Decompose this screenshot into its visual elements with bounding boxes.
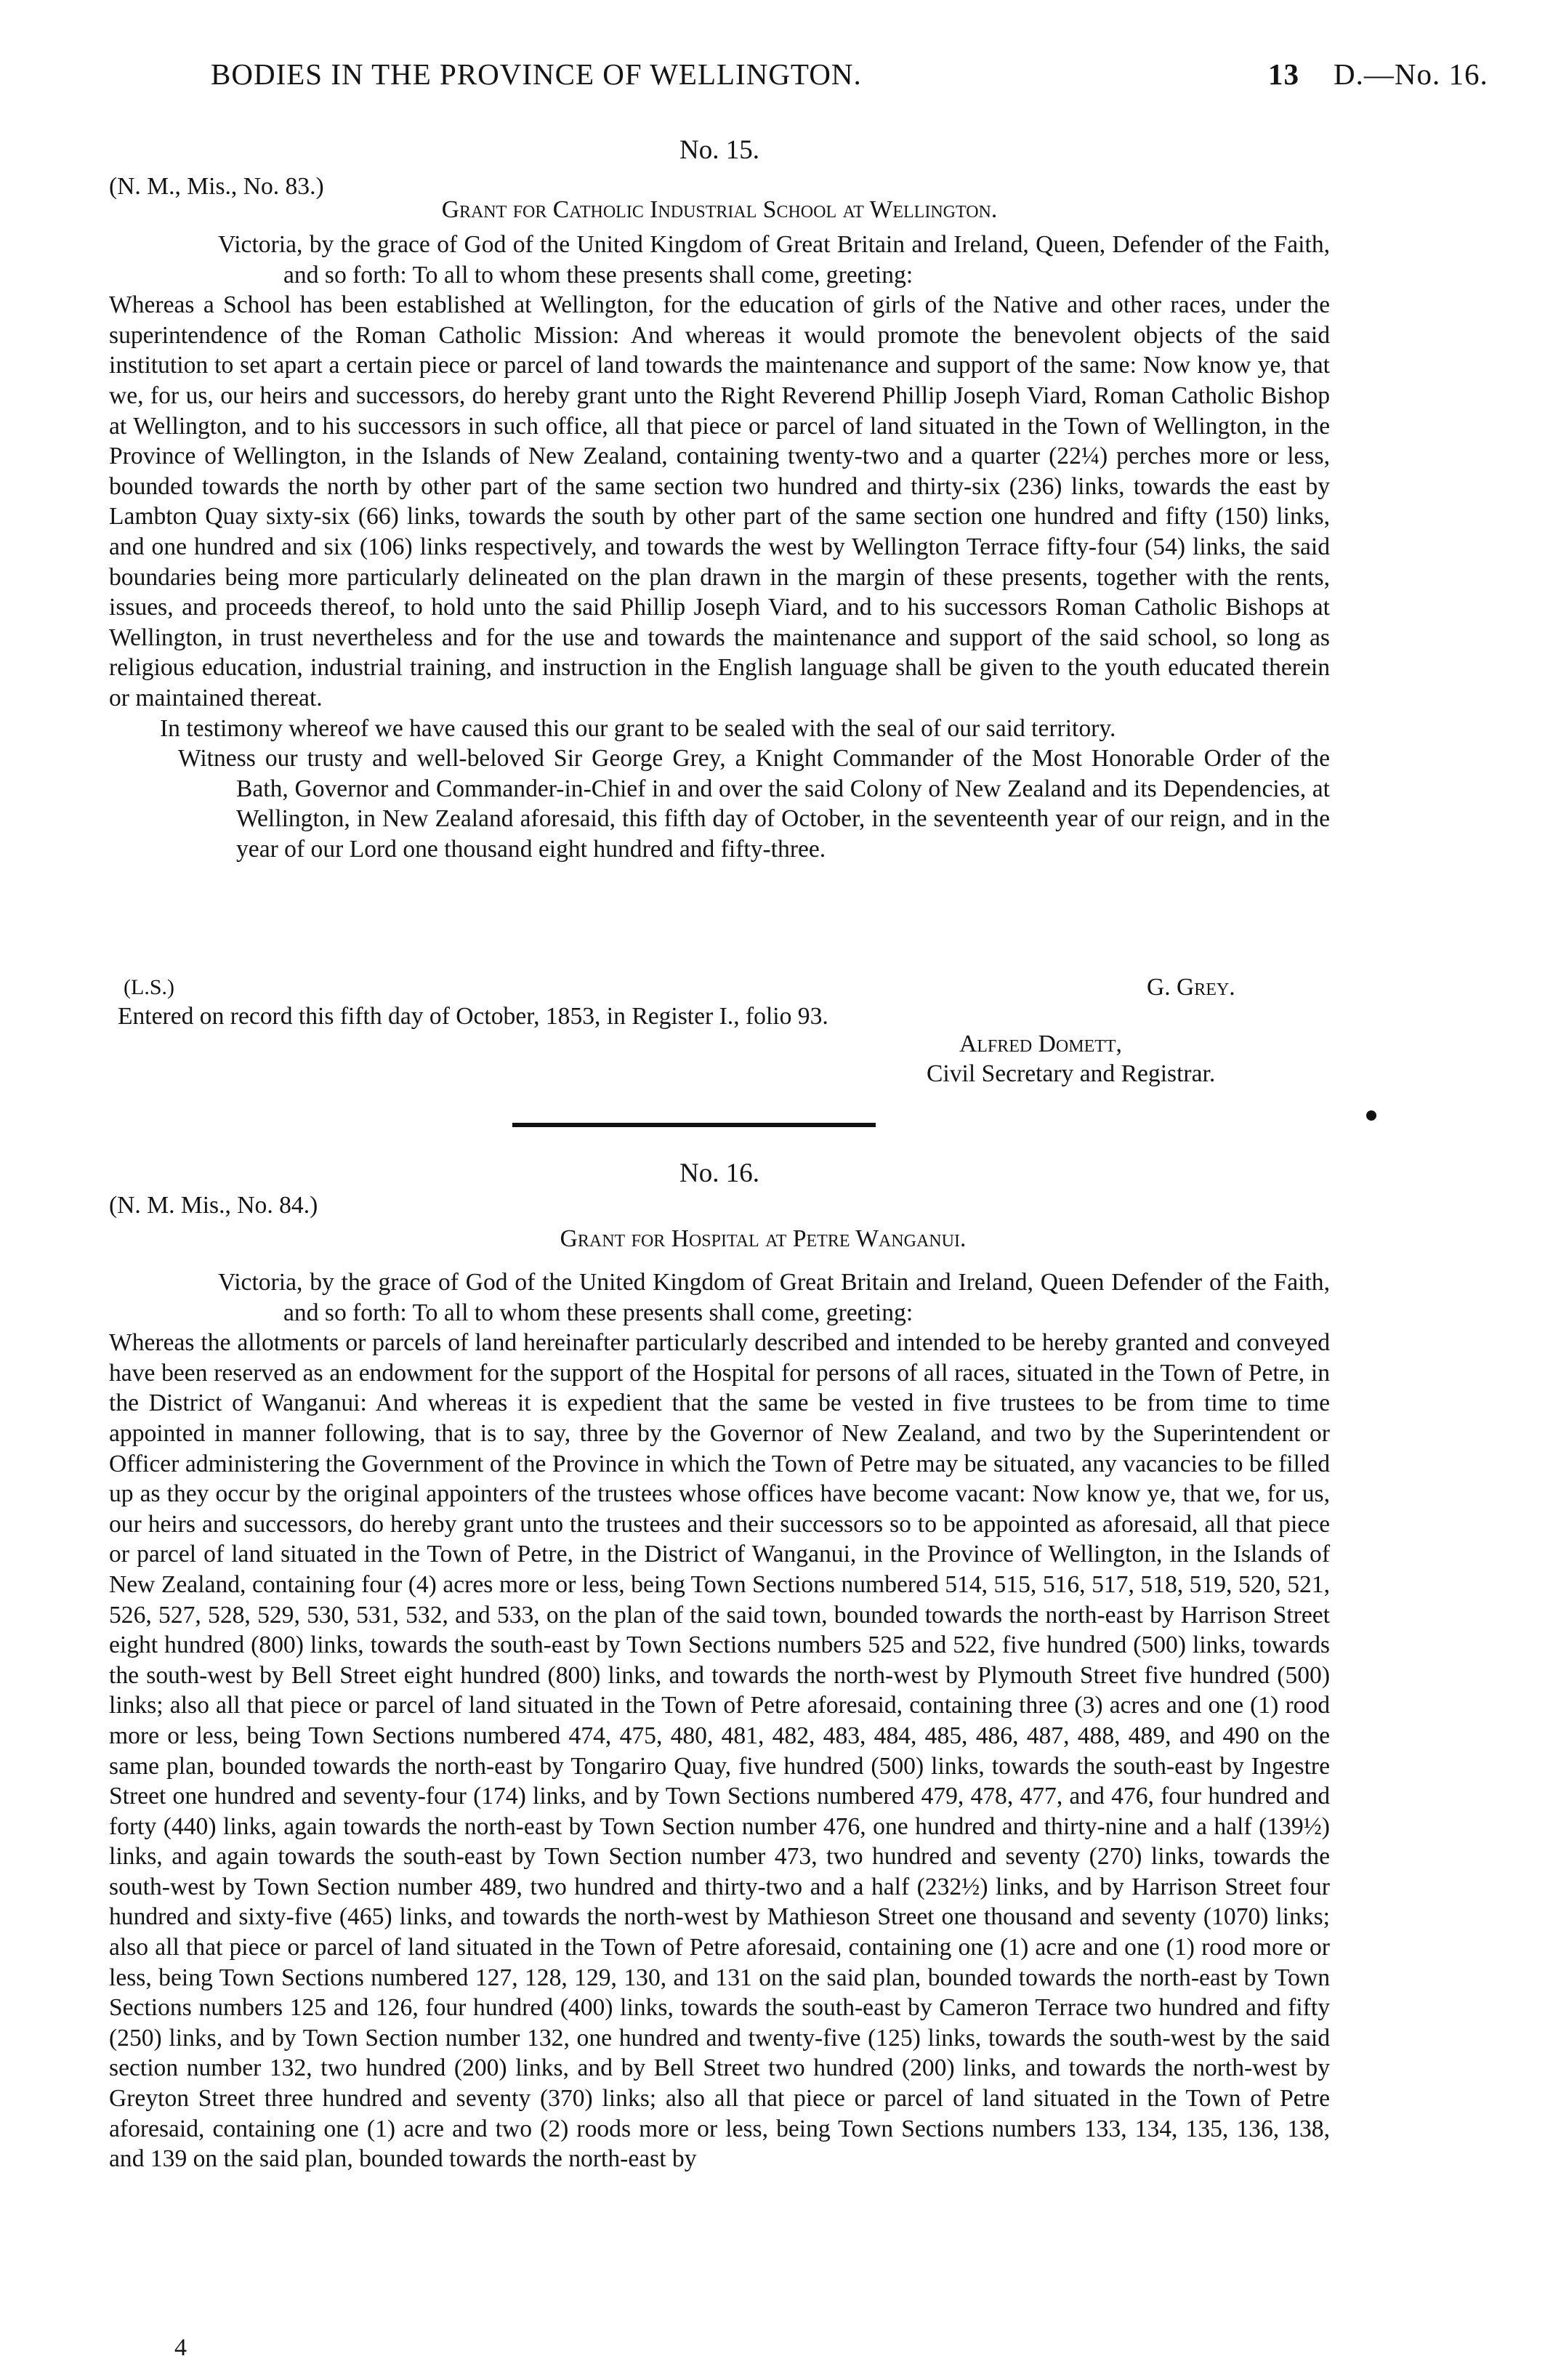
- section-ref-15: (N. M., Mis., No. 83.): [109, 173, 324, 200]
- margin-dot: [1366, 1110, 1376, 1121]
- section-divider: [512, 1123, 876, 1127]
- section-heading-15: No. 15.: [679, 135, 759, 165]
- testimony-15: In testimony whereof we have caused this our grant to be sealed with the seal of our said territory.: [160, 714, 1116, 742]
- witness-15: Witness our trusty and well-beloved Sir George Grey, a Knight Commander of the Most Honorable Order of the Bath, Governor and Commander-in-Chief in and over the said Colony of New Zealand and its Dependencies, at Wellington, in New Zealand aforesaid, this fifth day of October, in the seventeenth year of our reign, and in the year of our Lord one thousand eight hundred and fifty-three.: [178, 745, 1330, 863]
- salutation-16: Victoria, by the grace of God of the United Kingdom of Great Britain and Ireland, Queen Defender of the Faith, and so forth: To all to whom these presents shall come, greeting:: [218, 1269, 1330, 1326]
- grant-body-16: Whereas the allotments or parcels of land hereinafter particularly described and intended to be hereby granted and conveyed have been reserved as an endowment for the support of the Hospital for persons of all races, situated in the Town of Petre, in the District of Wanganui: And whereas it is expedient that the same be vested in five trustees to be from time to time appointed in manner following, that is to say, three by the Governor of New Zealand, and two by the Superintendent or Officer administering the Government of the Province in which the Town of Petre may be situated, any vacancies to be filled up as they occur by the original appointers of the trustees whose offices have become vacant: Now know ye, that we, for us, our heirs and successors, do hereby grant unto the trustees and their successors so to be appointed as aforesaid, all that piece or parcel of land situated in the Town of Petre, in the District of Wanganui, in the Province of Wellington, in the Islands of New Zealand, containing four (4) acres more or less, being Town Sections numbered 514, 515, 516, 517, 518, 519, 520, 521, 526, 527, 528, 529, 530, 531, 532, and 533, on the plan of the said town, bounded towards the north-east by Harrison Street eight hundred (800) links, towards the south-east by Town Sections numbers 525 and 522, five hundred (500) links, towards the south-west by Bell Street eight hundred (800) links, and towards the north-west by Plymouth Street five hundred (500) links; also all that piece or parcel of land situated in the Town of Petre aforesaid, containing three (3) acres and one (1) rood more or less, being Town Sections numbered 474, 475, 480, 481, 482, 483, 484, 485, 486, 487, 488, 489, and 490 on the same plan, bounded towards the north-east by Tongariro Quay, five hundred (500) links, towards the south-east by Ingestre Street one hundred and seventy-four (174) links, and by Town Sections numbered 479, 478, 477, and 476, four hundred and forty (440) links, again towards the north-east by Town Section number 476, one hundred and thirty-nine and a half (139½) links, and again towards the south-east by Town Section number 473, two hundred and seventy (270) links, towards the south-west by Town Section number 489, two hundred and thirty-two and a half (232½) links, and by Harrison Street four hundred and sixty-five (465) links, and towards the north-west by Mathieson Street one thousand and seventy (1070) links; also all that piece or parcel of land situated in the Town of Petre aforesaid, containing one (1) acre and one (1) rood more or less, being Town Sections numbered 127, 128, 129, 130, and 131 on the said plan, bounded towards the north-east by Town Sections numbers 125 and 126, four hundred (400) links, towards the south-east by Cameron Terrace two hundred and fifty (250) links, and by Town Section number 132, one hundred and twenty-five (125) links, towards the south-west by the said section number 132, two hundred (200) links, and by Bell Street two hundred (200) links, and towards the north-west by Greyton Street three hundred and seventy (370) links; also all that piece or parcel of land situated in the Town of Petre aforesaid, containing one (1) acre and two (2) roods more or less, being Town Sections numbers 133, 134, 135, 136, 138, and 139 on the said plan, bounded towards the north-east by: [109, 1329, 1330, 2173]
- seal-mark: (L.S.): [124, 975, 174, 999]
- record-entry-15: Entered on record this fifth day of October, 1853, in Register I., folio 93.: [118, 1003, 828, 1030]
- grant-text-15: [109, 230, 1330, 864]
- grant-body-15: Whereas a School has been established at Wellington, for the education of girls of the Native and other races, under the superintendence of the Roman Catholic Mission: And whereas it would promote the benevolent objects of the said institution to set apart a certain piece or parcel of land towards the maintenance and support of the same: Now know ye, that we, for us, our heirs and successors, do hereby grant unto the Right Reverend Phillip Joseph Viard, Roman Catholic Bishop at Wellington, and to his successors in such office, all that piece or parcel of land situated in the Town of Wellington, in the Province of Wellington, in the Islands of New Zealand, containing twenty-two and a quarter (22¼) perches more or less, bounded towards the north by other part of the same section two hundred and thirty-six (236) links, towards the east by Lambton Quay sixty-six (66) links, towards the south by other part of the same section one hundred and fifty (150) links, and one hundred and six (106) links respectively, and towards the west by Wellington Terrace fifty-four (54) links, the said boundaries being more particularly delineated on the plan drawn in the margin of these presents, together with the rents, issues, and proceeds thereof, to hold unto the said Phillip Joseph Viard, and to his successors Roman Catholic Bishops at Wellington, in trust nevertheless and for the use and towards the maintenance and support of the said school, so long as religious education, industrial training, and instruction in the English language shall be given to the youth educated therein or maintained thereat.: [109, 291, 1330, 711]
- section-heading-16: No. 16.: [679, 1158, 759, 1188]
- grant-text-16: [109, 1267, 1330, 2174]
- section-subtitle-16: Grant for Hospital at Petre Wanganui.: [560, 1225, 967, 1252]
- registrar-name: Alfred Domett,: [959, 1030, 1122, 1057]
- header-title: BODIES IN THE PROVINCE OF WELLINGTON.: [211, 57, 862, 91]
- salutation-15: Victoria, by the grace of God of the United Kingdom of Great Britain and Ireland, Queen, Defender of the Faith, and so forth: To all to whom these presents shall come, greeting:: [218, 231, 1330, 289]
- section-subtitle-15: Grant for Catholic Industrial School at Wellington.: [441, 196, 998, 223]
- section-ref-16: (N. M. Mis., No. 84.): [109, 1192, 318, 1219]
- page-number: 13: [1268, 57, 1299, 91]
- governor-signature: [1147, 974, 1235, 1001]
- registrar-title: Civil Secretary and Registrar.: [927, 1060, 1216, 1087]
- signature-text: G. Grey.: [1147, 974, 1235, 1001]
- signature-mark: 4: [174, 2334, 187, 2361]
- document-reference: D.—No. 16.: [1334, 57, 1488, 91]
